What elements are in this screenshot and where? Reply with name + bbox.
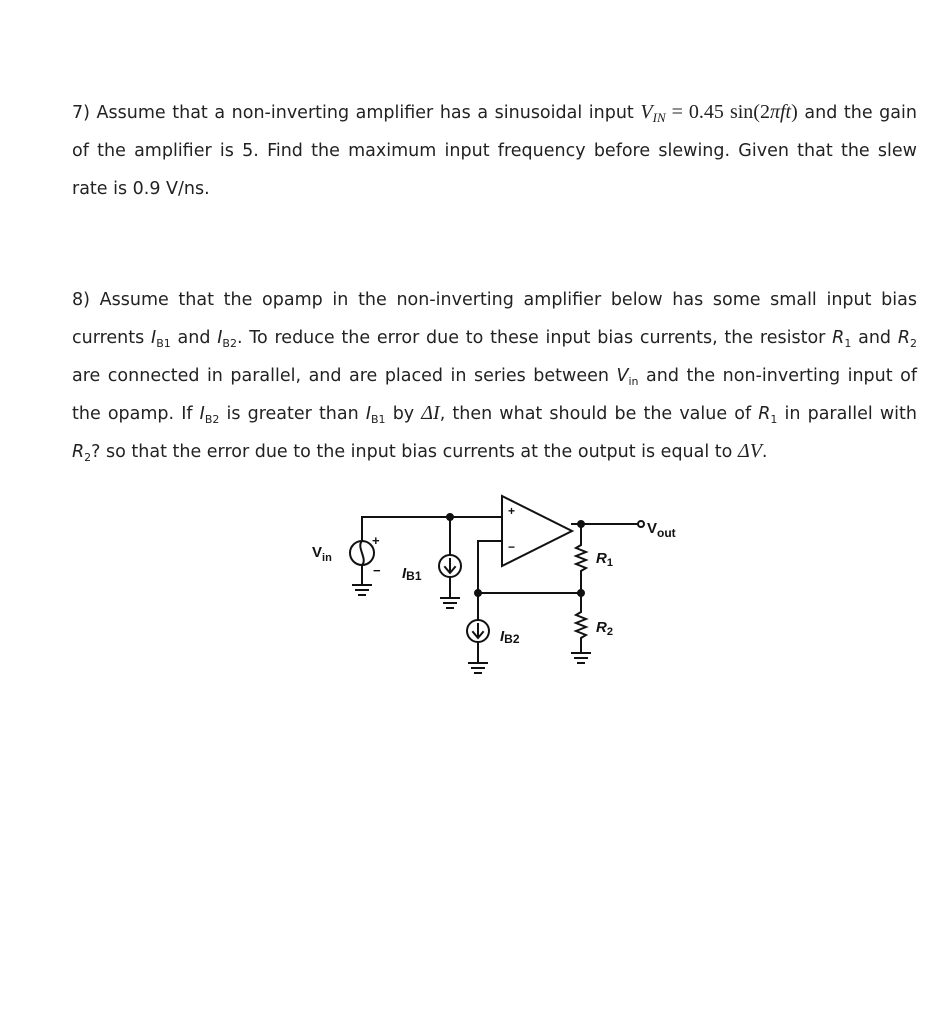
text-opamp-if: the opamp. If bbox=[72, 404, 193, 424]
ground-icon bbox=[441, 598, 459, 608]
text-greater: is greater than bbox=[226, 404, 359, 424]
r2-sub-2: 2 bbox=[84, 451, 92, 464]
r2-label: $R_2$ bbox=[596, 619, 613, 638]
vin-equation bbox=[640, 101, 797, 123]
text-period: . bbox=[761, 442, 768, 462]
arrow-down-icon bbox=[473, 624, 483, 638]
vin-label: $V_{in}$ bbox=[312, 544, 332, 564]
problem-8-line-3 bbox=[72, 364, 917, 388]
output-terminal-icon bbox=[638, 521, 644, 527]
problem-7-text-b: and the gain bbox=[804, 103, 917, 123]
wire-inverting bbox=[478, 541, 502, 593]
delta-i-group bbox=[421, 404, 751, 424]
ground-icon bbox=[469, 663, 487, 673]
vin-minus: − bbox=[373, 563, 381, 578]
r2-r-2: R bbox=[72, 442, 85, 462]
vin-symbol bbox=[617, 366, 639, 386]
circuit-diagram bbox=[300, 488, 700, 688]
eq-close: ) bbox=[791, 101, 798, 123]
ib1-i-2: I bbox=[365, 404, 372, 424]
opamp-plus: + bbox=[508, 504, 516, 518]
problem-8-line-5 bbox=[72, 439, 917, 463]
arrow-down-icon bbox=[445, 559, 455, 573]
ib1-sub: B1 bbox=[156, 337, 171, 350]
wire-top bbox=[362, 517, 502, 540]
r1-symbol bbox=[832, 328, 851, 348]
r2-symbol bbox=[898, 328, 917, 348]
r1-symbol-2 bbox=[758, 404, 777, 424]
text-so-that: ? so that the error due to the input bias currents at the output is equal to bbox=[91, 442, 733, 462]
r1-label: $R_1$ bbox=[596, 550, 613, 569]
ib2-symbol-2 bbox=[200, 404, 220, 424]
eq-pi: π bbox=[769, 101, 780, 123]
r2-r: R bbox=[897, 328, 910, 348]
eq-value: = 0.45 sin(2 bbox=[665, 101, 770, 123]
ib2-sub: B2 bbox=[222, 337, 237, 350]
r1-sub: 1 bbox=[844, 337, 852, 350]
r1-resistor-icon bbox=[576, 524, 586, 593]
opamp-minus: − bbox=[508, 540, 516, 554]
eq-ft: ft bbox=[779, 101, 792, 123]
text-and-2: and bbox=[858, 328, 892, 348]
ground-icon bbox=[572, 653, 590, 663]
r1-r: R bbox=[832, 328, 845, 348]
ib1-symbol-2 bbox=[366, 404, 386, 424]
vin-plus: + bbox=[372, 533, 380, 548]
text-connected: are connected in parallel, and are placed in series between bbox=[72, 366, 609, 386]
eq-v: V bbox=[640, 101, 653, 123]
r2-resistor-icon bbox=[576, 593, 586, 653]
ib2-symbol bbox=[217, 328, 825, 348]
ib1-i: I bbox=[151, 328, 157, 348]
problem-8-line-1: 8) Assume that the opamp in the non-inverting amplifier below has some small input bias bbox=[72, 290, 917, 310]
vin-v: V bbox=[616, 366, 629, 386]
vout-label: $V_{out}$ bbox=[647, 520, 676, 540]
ground-icon bbox=[353, 585, 371, 595]
r1-sub-2: 1 bbox=[770, 413, 778, 426]
eq-v-sub: IN bbox=[652, 110, 666, 125]
problem-7-text-a: 7) Assume that a non-inverting amplifier has a sinusoidal input bbox=[72, 103, 634, 123]
problem-7-line-1 bbox=[72, 100, 917, 124]
text-by: by bbox=[392, 404, 415, 424]
text-what-value: , then what should be the value of bbox=[439, 404, 752, 424]
ib2-sub-2: B2 bbox=[204, 413, 220, 426]
problem-7-line-2: of the amplifier is 5. Find the maximum input frequency before slewing. Given that the slew bbox=[72, 141, 917, 161]
problem-8-line-4 bbox=[72, 401, 917, 425]
text-and: and bbox=[177, 328, 211, 348]
text-noninv: and the non-inverting input of bbox=[646, 366, 917, 386]
ib1-sub-2: B1 bbox=[371, 413, 386, 426]
text-reduce: . To reduce the error due to these input bias currents, the resistor bbox=[236, 328, 826, 348]
ib1-symbol bbox=[151, 328, 171, 348]
problem-7-line-3: rate is 0.9 V/ns. bbox=[72, 179, 210, 199]
ib2-label: IB2 bbox=[500, 628, 520, 646]
delta-i: ΔI bbox=[421, 402, 440, 424]
ib2-i: I bbox=[217, 328, 223, 348]
text-parallel: in parallel with bbox=[784, 404, 917, 424]
ib1-label: IB1 bbox=[402, 565, 422, 583]
delta-v: ΔV bbox=[737, 440, 762, 462]
r1-r-2: R bbox=[758, 404, 771, 424]
text-currents: currents bbox=[72, 328, 145, 348]
r2-sub: 2 bbox=[909, 337, 917, 350]
problem-8-line-2 bbox=[72, 326, 917, 350]
ib2-i-2: I bbox=[199, 404, 205, 424]
sine-wave-icon bbox=[360, 541, 363, 565]
vin-sub: in bbox=[628, 375, 639, 388]
